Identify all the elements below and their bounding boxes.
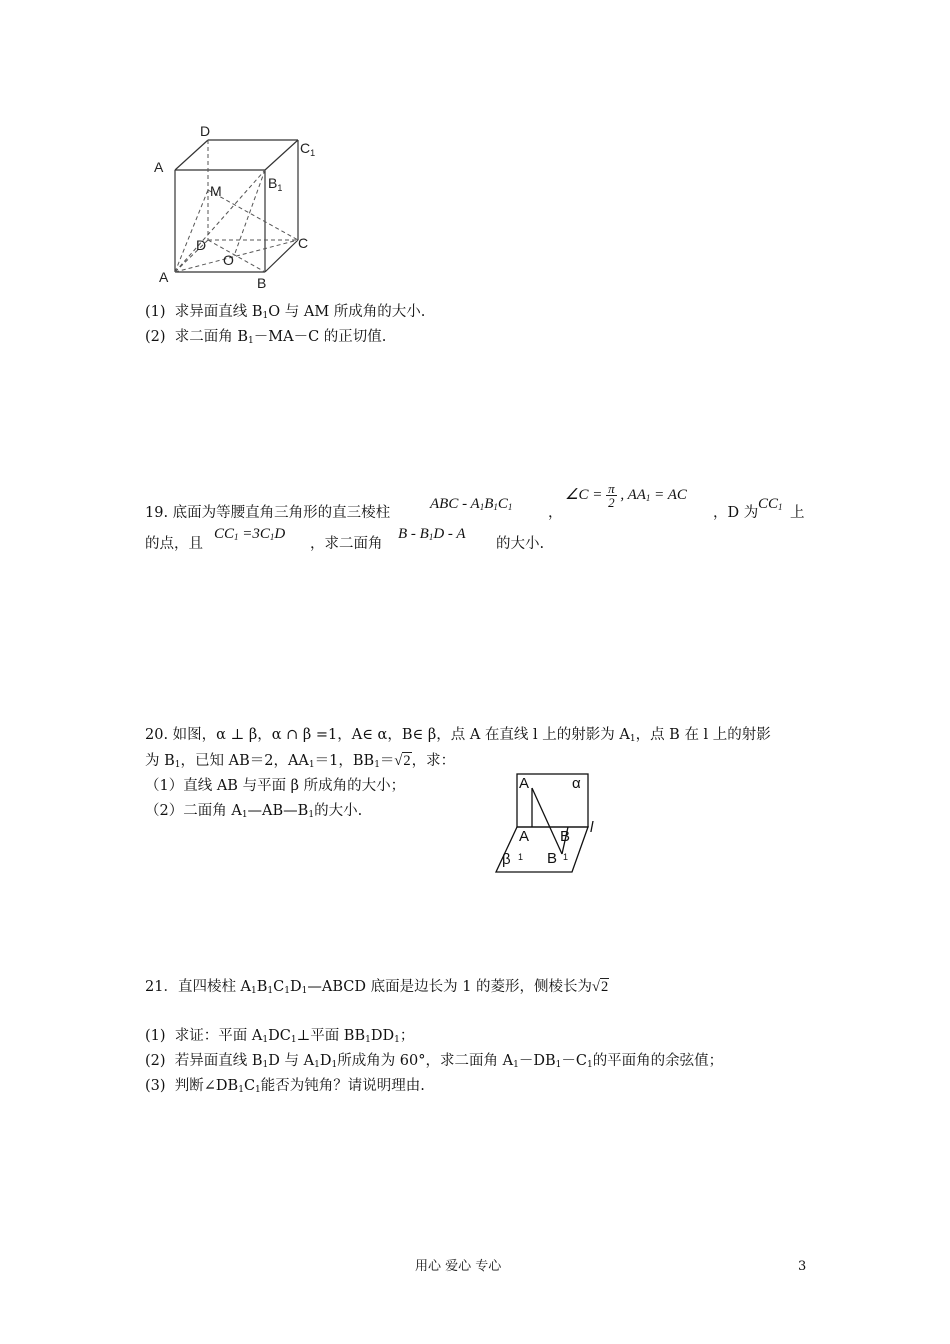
subscript: 1 <box>365 1035 371 1045</box>
q20-line2 <box>145 752 455 774</box>
q20-part2 <box>145 802 362 824</box>
subscript: 1 <box>238 1085 244 1095</box>
formula-text: CC <box>214 526 235 542</box>
subscript: 1 <box>555 1060 562 1070</box>
part-number: (1) <box>145 1028 166 1044</box>
subscript: 1 <box>645 492 651 503</box>
q21-text: B <box>256 979 268 995</box>
sqrt-2: √2 <box>592 979 609 995</box>
subscript: 1 <box>374 760 380 770</box>
q21-text: 所成角为 60°，求二面角 A <box>337 1053 514 1069</box>
q19-text: ，求二面角 <box>310 536 383 552</box>
part-number: (2) <box>145 1053 166 1069</box>
q20-text: （1）直线 AB 与平面 β 所成角的大小； <box>145 778 406 794</box>
formula-text: =3C <box>242 526 270 542</box>
label-b: B <box>560 828 571 845</box>
subscript: 1 <box>308 760 315 770</box>
q19-line2 <box>145 535 203 553</box>
punctuation: ， <box>548 505 563 521</box>
q20-text: 20. 如图，α ⊥ β，α ∩ β =1，A∈ α，B∈ β，点 A 在直线 l 上的射影为 A <box>145 727 630 743</box>
q20-text: （2）二面角 A <box>145 803 242 819</box>
q19-angle-formula <box>565 482 687 509</box>
q21-text: 求证：平面 A <box>174 1028 263 1044</box>
q21-line1 <box>145 978 609 1000</box>
label-d-lower: D <box>196 237 207 253</box>
q20-part1 <box>145 777 405 795</box>
numerator: π <box>608 481 615 496</box>
formula-text: B - B <box>398 526 429 542</box>
label-c: C <box>298 235 309 251</box>
q19-dihedral <box>398 526 466 543</box>
q19-seek <box>310 535 383 553</box>
q19-text: ，D 为 <box>713 505 759 521</box>
subscript: 1 <box>507 502 513 512</box>
q21-text: DC <box>268 1028 291 1044</box>
page-number: 3 <box>798 1259 807 1274</box>
label-b: B <box>257 275 267 291</box>
q19-d-on <box>713 504 758 522</box>
edge-b-c <box>265 240 298 272</box>
subscript: 1 <box>255 1085 261 1095</box>
formula-text: D - A <box>433 526 466 542</box>
label-o: O <box>223 252 234 268</box>
q21-text: ⊥平面 BB <box>296 1028 366 1044</box>
q20-text: ＝ <box>379 753 395 769</box>
label-d-top: D <box>200 123 211 139</box>
q21-text: －DB <box>518 1053 556 1069</box>
label-b1: $B_1$ <box>268 175 283 193</box>
q19-cc1 <box>758 496 783 513</box>
subscript: 1 <box>262 1035 269 1045</box>
q20-text: 为 B <box>145 753 175 769</box>
label-a1: A <box>519 828 530 845</box>
subscript: 1 <box>493 502 498 512</box>
cube-figure <box>150 120 350 295</box>
planes-figure <box>490 770 610 878</box>
part-number: (2) <box>145 329 166 345</box>
subscript: 1 <box>267 986 274 996</box>
subscript: 1 <box>301 986 308 996</box>
q20-text: ＝1，BB <box>314 753 375 769</box>
q19-text: 19. 底面为等腰直角三角形的直三棱柱 <box>145 505 391 521</box>
q19-size <box>496 535 544 553</box>
subscript: 1 <box>394 1035 400 1045</box>
subscript: 1 <box>284 986 290 996</box>
diagonal-a-c <box>175 240 298 272</box>
q21-text: ； <box>399 1028 415 1044</box>
subscript: 1 <box>331 1060 338 1070</box>
q19-line1 <box>145 504 390 522</box>
subscript: 1 <box>586 1060 593 1070</box>
label-l: l <box>590 819 594 836</box>
label-a-lower: A <box>159 269 169 285</box>
q19-text: 上 <box>790 505 805 521</box>
q19-text: 的大小. <box>496 536 545 552</box>
part-text: O 与 AM 所成角的大小. <box>268 304 426 320</box>
label-c1: $C_1$ <box>300 140 316 158</box>
q21-part2 <box>145 1052 723 1074</box>
q19-comma <box>548 504 563 522</box>
q21-text: C <box>243 1078 256 1094</box>
q21-text: —ABCD 底面是边长为 1 的菱形，侧棱长为 <box>307 979 593 995</box>
q21-text: 21．直四棱柱 A <box>145 979 252 995</box>
q19-text: 的点，且 <box>145 536 203 552</box>
q21-text: D <box>319 1053 332 1069</box>
segment-b1-o <box>234 170 265 256</box>
part-text: －MA－C 的正切值. <box>253 329 387 345</box>
label-m: M <box>210 183 222 199</box>
q19-cc-eq <box>214 526 285 543</box>
label-one-b: 1 <box>563 852 569 862</box>
formula-text: ∠C = <box>565 486 603 503</box>
subscript: 1 <box>479 502 485 512</box>
q21-text: －C <box>561 1053 587 1069</box>
formula-text: CC <box>758 496 779 512</box>
q20-text: —AB—B <box>247 803 309 819</box>
part-number: (1) <box>145 304 166 320</box>
formula-text: B <box>484 496 494 512</box>
formula-text: ABC - A <box>430 496 480 512</box>
q21-text: D <box>290 979 302 995</box>
formula-text: C <box>497 496 508 512</box>
subscript: 1 <box>314 1060 320 1070</box>
subscript: 1 <box>513 1060 519 1070</box>
subscript: 1 <box>248 336 254 346</box>
segment-ab <box>532 788 562 854</box>
subscript: 1 <box>428 532 434 542</box>
q18-part1 <box>145 303 425 325</box>
subscript: 1 <box>174 760 181 770</box>
radicand: 2 <box>601 979 609 995</box>
q20-text: ，已知 AB＝2，AA <box>180 753 309 769</box>
label-a-top: A <box>519 775 530 792</box>
q21-text: 的平面角的余弦值； <box>592 1053 724 1069</box>
q21-text: D 与 A <box>268 1053 315 1069</box>
q21-part3 <box>145 1077 425 1099</box>
part-text: 求二面角 B <box>174 329 249 345</box>
part-number: (3) <box>145 1078 166 1094</box>
q20-line1 <box>145 726 771 748</box>
denominator: 2 <box>608 495 615 510</box>
subscript: 1 <box>269 532 275 542</box>
q21-text: 能否为钝角？请说明理由. <box>260 1078 425 1094</box>
label-b1: B <box>547 850 558 867</box>
edge-b1-c1 <box>265 140 298 170</box>
subscript: 1 <box>308 810 315 820</box>
formula-text: , AA <box>620 486 646 503</box>
subscript: 1 <box>262 311 269 321</box>
sqrt-2: √2 <box>394 753 411 769</box>
footer-motto: 用心 爱心 专心 <box>415 1259 502 1274</box>
label-beta: β <box>502 851 511 868</box>
q21-part1 <box>145 1027 414 1049</box>
subscript: 1 <box>234 532 239 542</box>
edge-a-d <box>175 140 208 170</box>
formula-text: D <box>274 526 286 542</box>
radicand: 2 <box>403 753 411 769</box>
subscript: 1 <box>241 810 248 820</box>
subscript: 1 <box>262 1060 269 1070</box>
q20-text: ，求： <box>411 753 456 769</box>
formula-text: = AC <box>654 486 687 503</box>
q21-text: DD <box>370 1028 395 1044</box>
label-alpha: α <box>572 775 581 792</box>
q19-shang <box>790 504 805 522</box>
q18-part2 <box>145 328 386 350</box>
subscript: 1 <box>778 502 783 512</box>
label-a-top: A <box>154 159 164 175</box>
q20-text: 的大小. <box>314 803 363 819</box>
part-text: 求异面直线 B <box>174 304 263 320</box>
segment-a-m <box>175 190 208 272</box>
subscript: 1 <box>290 1035 297 1045</box>
fraction-pi-over-2 <box>606 482 617 509</box>
label-one-a: 1 <box>518 852 524 862</box>
q19-prism-formula <box>430 496 512 513</box>
q20-text: ，点 B 在 l 上的射影 <box>635 727 771 743</box>
q21-text: 若异面直线 B <box>174 1053 263 1069</box>
subscript: 1 <box>251 986 257 996</box>
subscript: 1 <box>629 734 636 744</box>
q21-text: 判断∠DB <box>174 1078 239 1094</box>
q21-text: C <box>273 979 285 995</box>
